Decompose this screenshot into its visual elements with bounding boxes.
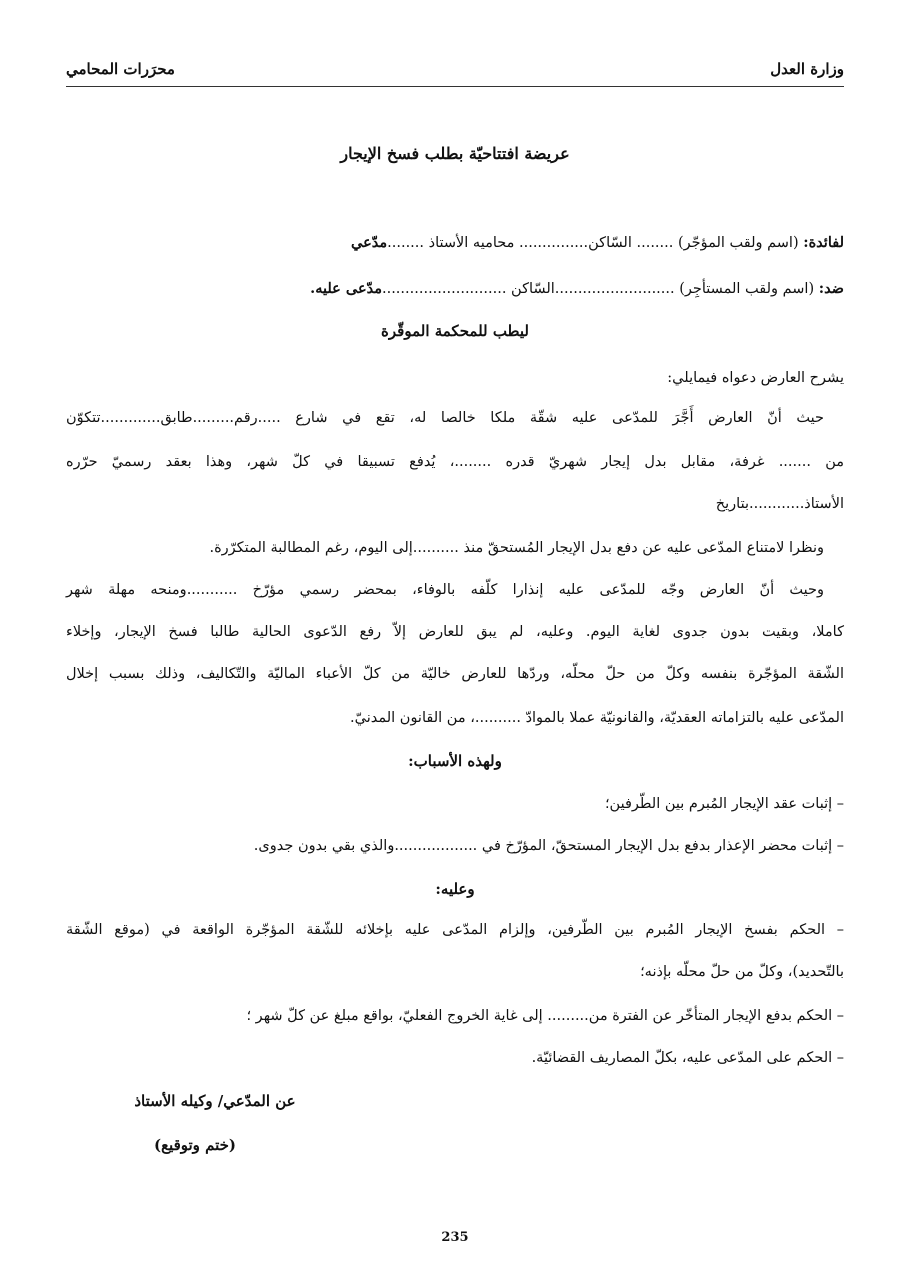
reason-item-2: – إثبات محضر الإعذار بدفع بدل الإيجار المستحقّ، المؤرّخ في ..................والذي بقي بدون جدوى. — [253, 838, 844, 854]
signature-label: عن المدّعي/ وكيله الأستاذ — [134, 1092, 296, 1110]
plaintiff-label: لفائدة: — [803, 234, 844, 251]
defendant-role: مدّعى عليه. — [310, 280, 382, 297]
facts-line-3: الأستاذ............بتاريخ — [715, 496, 844, 512]
header-divider — [66, 86, 844, 87]
intro-line: يشرح العارض دعواه فيمايلي: — [667, 370, 844, 386]
facts-line-7: الشّقة المؤجّرة بنفسه وكلّ من حلّ محلّه، وردّها للعارض خاليّة من كلّ الأعباء الماليّة والتّكاليف، وذلك بسبب إخلال — [66, 666, 844, 682]
facts-line-1: حيث أنّ العارض أَجَّرَ للمدّعى عليه شقّة ملكا خالصا له، تقع في شارع .....رقم.........طابق.............تتكوّن — [66, 410, 824, 426]
defendant-label: ضد: — [818, 280, 844, 297]
facts-line-8: المدّعى عليه بالتزاماته العقديّة، والقانونيّة عملا بالموادّ ..........، من القانون المدنيّ. — [350, 710, 844, 726]
request-item-1: – الحكم بفسخ الإيجار المُبرم بين الطّرفين، وإلزام المدّعى عليه بإخلائه للشّقة المؤجّرة الواقعة في (موقع الشّقة — [66, 922, 844, 938]
defendant-details: (اسم ولقب المستأجِر) ..........................السّاكن ........................... — [381, 281, 819, 297]
request-heading: ليطب للمحكمة الموقّرة — [381, 322, 529, 340]
request-item-2: – الحكم بدفع الإيجار المتأخّر عن الفترة من......... إلى غاية الخروج الفعليّ، بواقع مبلغ عن كلّ شهر ؛ — [246, 1008, 844, 1024]
plaintiff-role: مدّعي — [351, 234, 388, 251]
stamp-and-signature-label: (ختم وتوقيع) — [153, 1136, 237, 1154]
facts-line-5: وحيث أنّ العارض وجّه للمدّعى عليه إنذارا كلّفه بالوفاء، بمحضر رسمي مؤرّخ ...........ومنحه مهلة شهر — [66, 582, 824, 598]
reason-item-1: – إثبات عقد الإيجار المُبرم بين الطّرفين؛ — [604, 796, 844, 812]
defendant-line — [66, 280, 844, 297]
header-section-title: محرَرات المحامي — [66, 60, 175, 78]
document-title: عريضة افتتاحيّة بطلب فسخ الإيجار — [340, 144, 570, 163]
therefore-heading: وعليه: — [435, 880, 475, 898]
facts-line-4: ونظرا لامتناع المدّعى عليه عن دفع بدل الإيجار المُستحقّ منذ ..........إلى اليوم، رغم المطالبة المتكرّرة. — [209, 540, 824, 556]
plaintiff-line — [66, 234, 844, 251]
reasons-heading: ولهذه الأسباب: — [408, 752, 502, 770]
facts-line-2: من ....... غرفة، مقابل بدل إيجار شهريّ قدره ........، يُدفع تسبيقا في كلّ شهر، وهذا بعقد رسميّ حرّره — [66, 454, 844, 470]
facts-line-6: كاملا، وبقيت بدون جدوى لغاية اليوم. وعليه، لم يبق للعارض إلاّ رفع الدّعوى الحالية طالبا فسخ الإيجار، وإخلاء — [66, 624, 844, 640]
request-item-3: – الحكم على المدّعى عليه، بكلّ المصاريف القضائيّة. — [531, 1050, 844, 1066]
header-ministry: وزارة العدل — [770, 60, 844, 78]
page-number: 235 — [441, 1230, 469, 1245]
plaintiff-details: (اسم ولقب المؤجّر) ........ السّاكن............... محاميه الأستاذ ........ — [387, 235, 804, 251]
request-item-1-continued: بالتّحديد)، وكلّ من حلّ محلّه بإذنه؛ — [640, 964, 844, 980]
